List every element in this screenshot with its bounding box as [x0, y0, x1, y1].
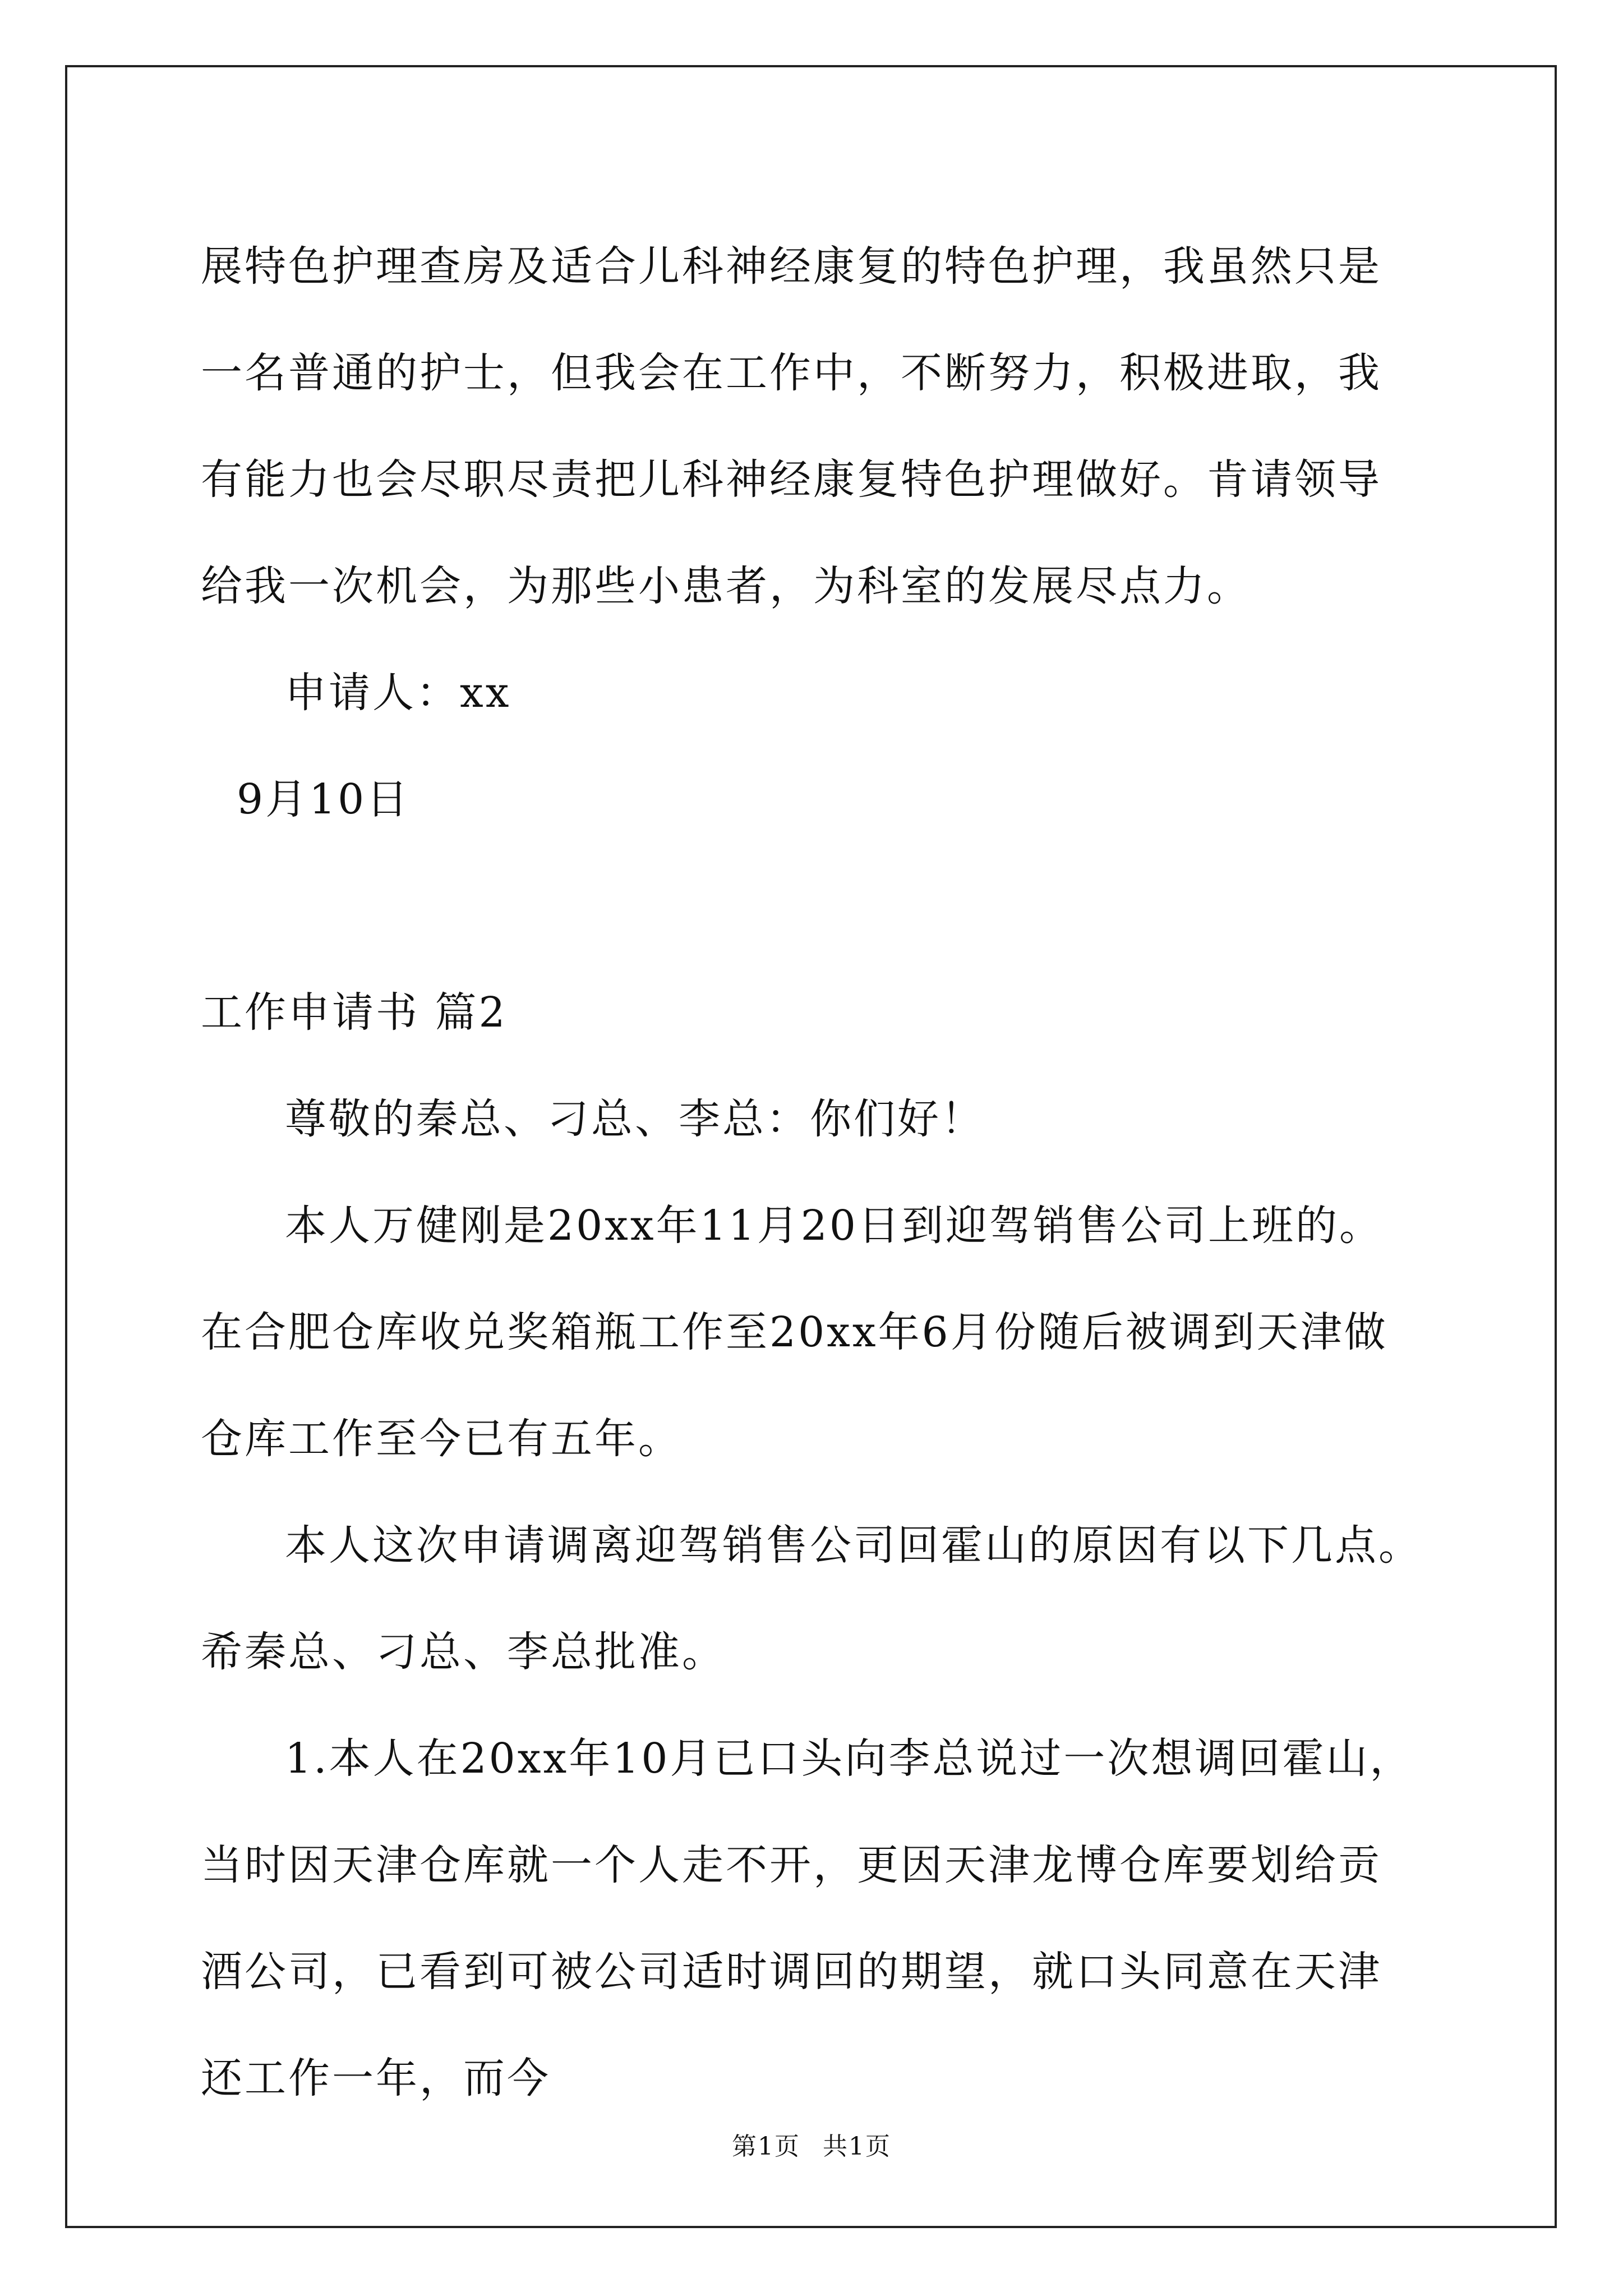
document-body [201, 213, 1423, 2132]
date-line: 9月10日 [237, 775, 411, 823]
blank-line [201, 853, 1423, 959]
signature-line: 申请人：xx [285, 669, 511, 717]
page-number-current: 第1页 [732, 2132, 800, 2161]
paragraph-reason-1: 1.本人在20xx年10月已口头向李总说过一次想调回霍山，当时因天津仓库就一个人走不开，更因天津龙博仓库要划给贡酒公司，已看到可被公司适时调回的期望，就口头同意在天津还工作一年，而今 [201, 1734, 1414, 2102]
paragraph-reason-summary: 本人这次申请调离迎驾销售公司回霍山的原因有以下几点。希秦总、刁总、李总批准。 [201, 1521, 1422, 1676]
page-footer [0, 2126, 1623, 2162]
salutation: 尊敬的秦总、刁总、李总：你们好！ [285, 1095, 985, 1143]
section-heading: 工作申请书 篇2 [201, 988, 508, 1037]
paragraph-intro: 本人万健刚是20xx年11月20日到迎驾销售公司上班的。在合肥仓库收兑奖箱瓶工作至20xx年6月份随后被调到天津做仓库工作至今已有五年。 [201, 1202, 1388, 1463]
paragraph-continued: 展特色护理查房及适合儿科神经康复的特色护理，我虽然只是一名普通的护士，但我会在工作中，不断努力，积极进取，我有能力也会尽职尽责把儿科神经康复特色护理做好。肯请领导给我一次机会，为那些小患者，为科室的发展尽点力。 [201, 242, 1382, 610]
page-number-total: 共1页 [823, 2132, 891, 2161]
